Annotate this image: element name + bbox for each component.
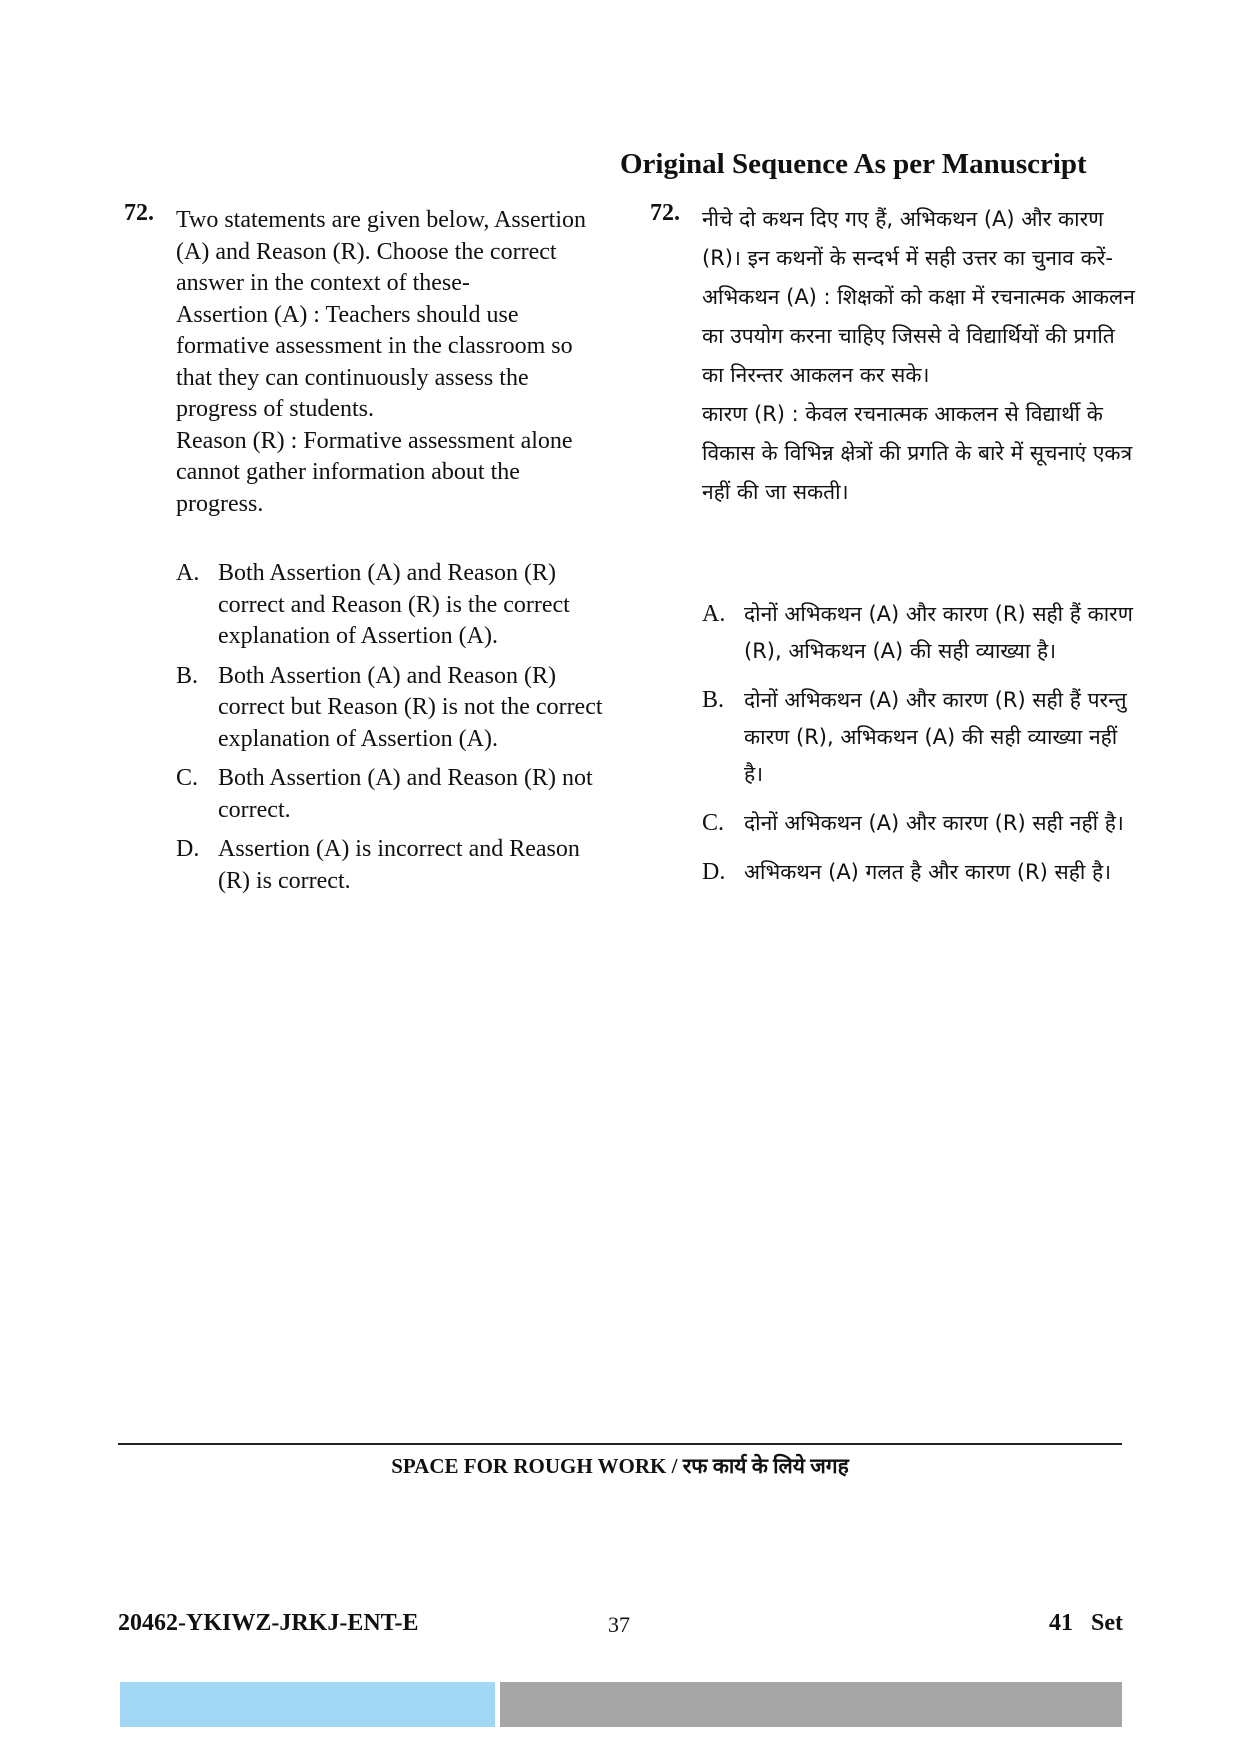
option-d-en [176, 834, 616, 897]
rough-work-label: SPACE FOR ROUGH WORK / रफ कार्य के लिये जगह [391, 1454, 849, 1478]
page-heading: Original Sequence As per Manuscript [620, 148, 1087, 180]
assertion-hi: अभिकथन (A) : शिक्षकों को कक्षा में रचनात्मक आकलन का उपयोग करना चाहिए जिससे वे विद्यार्थियों की प्रगति का निरन्तर आकलन कर सके। [702, 285, 1135, 387]
question-intro-hi: नीचे दो कथन दिए गए हैं, अभिकथन (A) और कारण (R)। इन कथनों के सन्दर्भ में सही उत्तर का चुनाव करें- [702, 207, 1113, 270]
rough-work-divider [118, 1443, 1122, 1445]
option-c-hi [702, 805, 1142, 842]
option-label: B. [176, 662, 199, 689]
set-label: 41 Set [1049, 1610, 1123, 1636]
option-a-en [176, 558, 616, 653]
option-b-hi [702, 682, 1142, 793]
option-label: A. [702, 601, 726, 627]
option-text: दोनों अभिकथन (A) और कारण (R) सही हैं कारण (R), अभिकथन (A) की सही व्याख्या है। [744, 602, 1133, 663]
footer-code: 20462-YKIWZ-JRKJ-ENT-E [118, 1610, 419, 1636]
reason-hi: कारण (R) : केवल रचनात्मक आकलन से विद्यार्थी के विकास के विभिन्न क्षेत्रों की प्रगति के बारे में सूचनाएं एकत्र नहीं की जा सकती। [702, 402, 1133, 504]
option-d-hi [702, 854, 1142, 891]
assertion-en: Assertion (A) : Teachers should use formative assessment in the classroom so that they can continuously assess the progress of students. [176, 301, 573, 422]
option-label: B. [702, 687, 725, 713]
option-text: Assertion (A) is incorrect and Reason (R) is correct. [218, 836, 580, 894]
question-intro-en: Two statements are given below, Assertion (A) and Reason (R). Choose the correct answer in the context of these- [176, 207, 587, 296]
question-text-hi [702, 200, 1142, 512]
option-a-hi [702, 596, 1142, 670]
option-text: दोनों अभिकथन (A) और कारण (R) सही नहीं है। [744, 811, 1124, 835]
footer-bar-gray [500, 1682, 1122, 1727]
reason-en: Reason (R) : Formative assessment alone cannot gather information about the progress. [176, 427, 573, 517]
options-list-en [176, 558, 616, 905]
option-label: C. [702, 810, 725, 836]
options-list-hi [702, 596, 1142, 903]
page-number: 37 [608, 1612, 630, 1637]
option-text: दोनों अभिकथन (A) और कारण (R) सही हैं परन्तु कारण (R), अभिकथन (A) की सही व्याख्या नहीं है। [744, 688, 1127, 786]
footer-bar-blue [120, 1682, 495, 1727]
question-text-en [176, 205, 611, 520]
option-b-en [176, 661, 616, 756]
option-label: A. [176, 560, 200, 586]
question-number-hi: 72. [650, 200, 680, 226]
option-label: C. [176, 765, 199, 791]
option-label: D. [176, 836, 200, 862]
option-text: Both Assertion (A) and Reason (R) not correct. [218, 765, 593, 823]
option-text: अभिकथन (A) गलत है और कारण (R) सही है। [744, 860, 1112, 884]
option-label: D. [702, 859, 726, 885]
option-text: Both Assertion (A) and Reason (R) correct and Reason (R) is the correct explanation of Assertion (A). [218, 560, 570, 649]
option-text: Both Assertion (A) and Reason (R) correct but Reason (R) is not the correct explanation of Assertion (A). [218, 662, 603, 752]
option-c-en [176, 763, 616, 826]
question-number-en: 72. [124, 200, 154, 226]
